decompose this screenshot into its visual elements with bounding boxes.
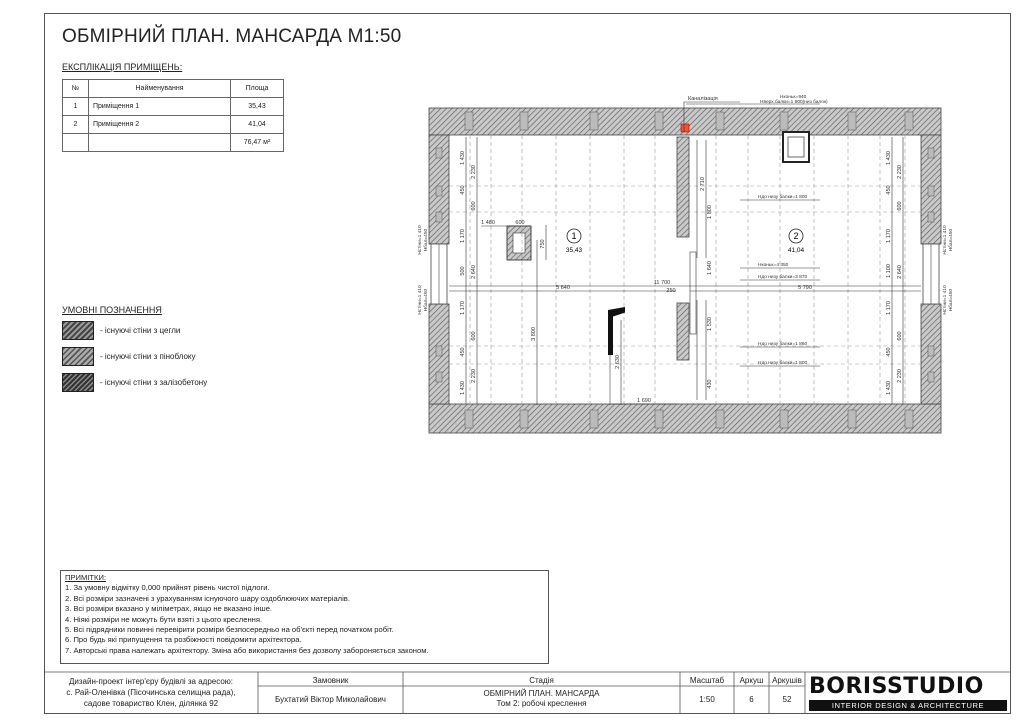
height-mark: Hдо низу балки=1 800 (758, 195, 808, 200)
total-area: 76,47 м² (231, 134, 284, 152)
room-number: 2 (793, 231, 799, 241)
notes-title: ПРИМІТКИ: (65, 573, 107, 582)
sheets-header: Аркушів (772, 676, 802, 685)
explication-title: ЕКСПЛІКАЦІЯ ПРИМІЩЕНЬ: (62, 62, 183, 72)
sewer-label: Каналізація (688, 96, 718, 102)
dim-right: 1 430 (886, 381, 892, 395)
note-item: 3. Всі розміри вказано у міліметрах, якщо не вказано інше. (65, 604, 273, 614)
side-mark-left: Hстіни=1 410 (418, 285, 423, 315)
sheets-value: 52 (782, 695, 792, 704)
dim-left: 600 (471, 201, 477, 211)
column-header-name: Найменування (89, 80, 231, 98)
top-height-mark: Hконьк=940 (780, 95, 807, 100)
legend-label: - існуючі стіни з цегли (100, 325, 181, 335)
dim-left: 1 430 (460, 381, 466, 395)
dim-left: 1 430 (460, 151, 466, 165)
room-area: 35,43 (231, 98, 284, 116)
dim-right: 450 (886, 185, 892, 195)
dim-left: 500 (460, 266, 466, 276)
studio-logo (805, 673, 1011, 714)
dim-left: 450 (460, 347, 466, 357)
stage-header: Стадія (529, 676, 554, 685)
dim-left-span: 5 640 (556, 285, 570, 291)
height-mark: Hдо низу балки=1 860 (758, 342, 808, 347)
dim-overall: 11 700 (653, 280, 671, 286)
column-header-area: Площа (231, 80, 284, 98)
scale-value: 1:50 (699, 695, 715, 704)
dim-right: 1 430 (886, 151, 892, 165)
dim-center: 1 640 (707, 261, 713, 275)
dim-left: 450 (460, 185, 466, 195)
column-header-number: № (63, 80, 89, 98)
dim-opening-offset: 1 480 (481, 220, 495, 226)
side-mark-left: Hбал=450 (424, 228, 429, 252)
side-mark-right: Hстіни=1 410 (943, 285, 948, 315)
side-mark-left: Hстіни=1 410 (418, 225, 423, 255)
room-area: 35,43 (565, 247, 583, 254)
note-item: 4. Ніякі розміри не можуть бути взяті з цього креслення. (65, 614, 263, 624)
note-item: 7. Авторські права належать архітектору. Зміна або використання без дозволу забороняється законом. (65, 645, 429, 655)
dim-lower-offset: 1 690 (637, 398, 651, 404)
note-item: 6. Про будь які припущення та розбіжності повідомити архітектора. (65, 635, 302, 645)
logo-subtitle: INTERIOR DESIGN & ARCHITECTURE (809, 700, 1007, 711)
room-area: 41,04 (787, 247, 805, 254)
client-header: Замовник (312, 676, 349, 685)
side-mark-right: Hбал=450 (949, 228, 954, 252)
legend-label: - існуючі стіни з піноблоку (100, 351, 196, 361)
dim-stair-height: 2 630 (615, 355, 621, 369)
dim-right: 450 (886, 347, 892, 357)
dim-mid-gap: 250 (666, 288, 676, 294)
dim-right: 2 640 (897, 265, 903, 279)
note-item: 1. За умовну відмітку 0,000 прийнят рівень чистої підлоги. (65, 583, 270, 593)
room-number: 2 (63, 116, 89, 134)
stage-description: ОБМІРНИЙ ПЛАН. МАНСАРДА Том 2: робочі креслення (483, 689, 600, 708)
dim-left: 2 640 (471, 265, 477, 279)
note-item: 2. Всі розміри зазначені з урахуванням існуючого шару оздоблюючих матеріалів. (65, 593, 350, 603)
dim-left-height: 3 800 (531, 327, 537, 341)
dim-center: 430 (707, 379, 713, 389)
dim-center: 2 710 (700, 177, 706, 191)
room-name: Приміщення 2 (89, 116, 231, 134)
sheet-header: Аркуш (739, 676, 764, 685)
room-name: Приміщення 1 (89, 98, 231, 116)
dim-left: 1 170 (460, 301, 466, 315)
scale-header: Масштаб (689, 676, 725, 685)
note-item: 5. Всі підрядники повинні перевірити розміри безпосередньо на об'єкті перед початком робіт. (65, 625, 394, 635)
dim-left: 600 (471, 331, 477, 341)
dim-left: 1 170 (460, 229, 466, 243)
dim-opening-width: 600 (515, 220, 525, 226)
side-mark-right: Hстіни=1 410 (943, 225, 948, 255)
sheet-value: 6 (749, 695, 754, 704)
dim-right: 1 170 (886, 229, 892, 243)
side-mark-right: Hбал=450 (949, 288, 954, 312)
dim-center: 1 530 (707, 317, 713, 331)
legend-label: - існуючі стіни з залізобетону (100, 377, 208, 387)
logo-text: BORISSTUDIO (809, 674, 984, 699)
dim-left: 2 230 (471, 165, 477, 179)
dim-left: 2 230 (471, 369, 477, 383)
room-number: 1 (571, 231, 577, 241)
dim-right: 600 (897, 331, 903, 341)
dim-right: 1 170 (886, 301, 892, 315)
height-mark: Hконьк=4 350 (758, 263, 789, 268)
dim-center: 1 800 (707, 205, 713, 219)
side-mark-left: Hбал=450 (424, 288, 429, 312)
room-number: 1 (63, 98, 89, 116)
dim-right: 1 100 (886, 264, 892, 278)
room-area: 41,04 (231, 116, 284, 134)
dim-opening-depth: 750 (540, 239, 546, 249)
project-address: Дизайн-проект інтер'єру будівлі за адресою: с. Рай-Оленівка (Пісочинська селищна рада), садове товариство Клен, ділянка 92 (66, 677, 236, 708)
legend-title: УМОВНІ ПОЗНАЧЕННЯ (62, 305, 162, 315)
height-mark: Hдо низу балки=3 870 (758, 275, 808, 280)
dim-right: 600 (897, 201, 903, 211)
top-height-mark: Hверх.балки=1 800(низ балок) (760, 100, 828, 105)
dim-right: 2 230 (897, 165, 903, 179)
client-name: Бухтатий Віктор Миколайович (275, 695, 386, 704)
drawing-title: ОБМІРНИЙ ПЛАН. МАНСАРДА М1:50 (62, 26, 402, 47)
dim-right: 2 230 (897, 369, 903, 383)
height-mark: Hдо низу балки=1 800 (758, 361, 808, 366)
dim-right-span: 5 790 (798, 285, 812, 291)
